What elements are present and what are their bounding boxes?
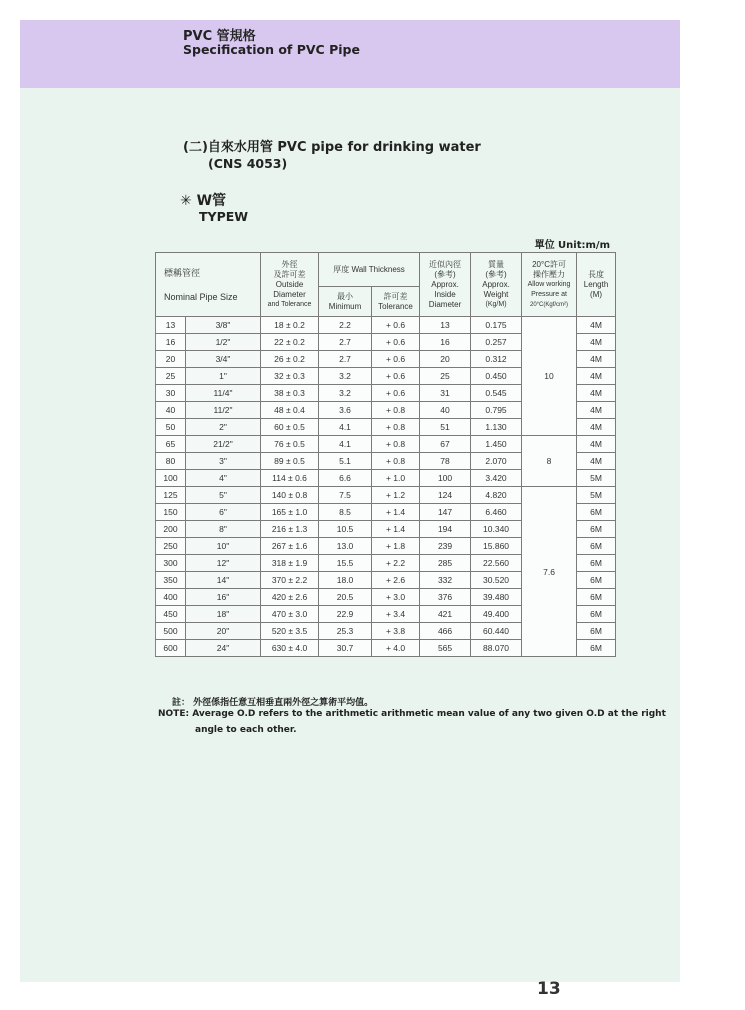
section-standard: (CNS 4053) [208, 156, 288, 171]
cell-weight: 1.450 [471, 436, 522, 453]
cell-inside-diameter: 332 [420, 572, 471, 589]
cell-weight: 60.440 [471, 623, 522, 640]
cell-wall-tolerance: + 0.8 [372, 453, 420, 470]
cell-size-mm: 50 [156, 419, 186, 436]
cell-weight: 0.175 [471, 317, 522, 334]
cell-wall-min: 3.6 [319, 402, 372, 419]
cell-inside-diameter: 194 [420, 521, 471, 538]
cell-weight: 0.795 [471, 402, 522, 419]
cell-wall-tolerance: + 0.8 [372, 419, 420, 436]
cell-wall-tolerance: + 1.0 [372, 470, 420, 487]
cell-weight: 88.070 [471, 640, 522, 657]
cell-size-inch: 1/2" [186, 334, 261, 351]
cell-outside-diameter: 630 ± 4.0 [261, 640, 319, 657]
cell-wall-min: 2.7 [319, 334, 372, 351]
cell-wall-tolerance: + 4.0 [372, 640, 420, 657]
header-weight [471, 253, 522, 317]
header-id-en3: Diameter [428, 299, 462, 309]
cell-outside-diameter: 32 ± 0.3 [261, 368, 319, 385]
cell-length: 6M [577, 555, 616, 572]
cell-outside-diameter: 26 ± 0.2 [261, 351, 319, 368]
header-od-en3: and Tolerance [267, 300, 312, 308]
cell-size-inch: 10" [186, 538, 261, 555]
cell-weight: 0.312 [471, 351, 522, 368]
header-title-en: Specification of PVC Pipe [183, 42, 360, 57]
cell-wall-min: 2.2 [319, 317, 372, 334]
cell-outside-diameter: 48 ± 0.4 [261, 402, 319, 419]
header-wall-min-cn: 最小 [337, 291, 354, 301]
cell-outside-diameter: 76 ± 0.5 [261, 436, 319, 453]
cell-weight: 39.480 [471, 589, 522, 606]
cell-size-inch: 24" [186, 640, 261, 657]
cell-wall-min: 6.6 [319, 470, 372, 487]
header-wt-cn2: (參考) [485, 269, 507, 279]
cell-wall-tolerance: + 2.6 [372, 572, 420, 589]
cell-outside-diameter: 420 ± 2.6 [261, 589, 319, 606]
cell-weight: 0.257 [471, 334, 522, 351]
header-od-en1: Outside [275, 279, 304, 289]
cell-wall-tolerance: + 1.8 [372, 538, 420, 555]
header-wall: 厚度 Wall Thickness [319, 253, 420, 287]
header-wt-cn1: 質量 [488, 259, 505, 269]
cell-weight: 1.130 [471, 419, 522, 436]
header-wt-en1: Approx. [482, 279, 510, 289]
note-en-line1: NOTE: Average O.D refers to the arithmetic arithmetic mean value of any two given O.D at the right [158, 709, 666, 719]
header-od-cn1: 外徑 [281, 259, 298, 269]
cell-length: 6M [577, 538, 616, 555]
cell-weight: 0.450 [471, 368, 522, 385]
header-pr-en1: Allow working [527, 280, 571, 288]
header-title-cn: PVC 管規格 [183, 29, 256, 44]
cell-weight: 4.820 [471, 487, 522, 504]
header-pr-en2: Pressure at [531, 290, 567, 298]
cell-wall-min: 4.1 [319, 436, 372, 453]
note-en-line2: angle to each other. [195, 725, 297, 735]
cell-length: 5M [577, 487, 616, 504]
cell-wall-min: 4.1 [319, 419, 372, 436]
note-cn: 註： 外徑係指任意互相垂直兩外徑之算術平均值。 [172, 698, 374, 708]
cell-size-inch: 1" [186, 368, 261, 385]
section-type-en: TYPEW [199, 209, 249, 224]
cell-wall-tolerance: + 3.4 [372, 606, 420, 623]
cell-wall-min: 13.0 [319, 538, 372, 555]
spec-table [155, 252, 616, 657]
cell-size-mm: 500 [156, 623, 186, 640]
cell-size-mm: 150 [156, 504, 186, 521]
cell-size-inch: 5" [186, 487, 261, 504]
cell-size-mm: 400 [156, 589, 186, 606]
cell-outside-diameter: 216 ± 1.3 [261, 521, 319, 538]
cell-wall-tolerance: + 0.6 [372, 351, 420, 368]
cell-weight: 15.860 [471, 538, 522, 555]
cell-size-mm: 200 [156, 521, 186, 538]
cell-size-mm: 250 [156, 538, 186, 555]
cell-size-mm: 65 [156, 436, 186, 453]
cell-length: 4M [577, 385, 616, 402]
cell-size-inch: 2" [186, 419, 261, 436]
cell-size-inch: 18" [186, 606, 261, 623]
cell-wall-tolerance: + 0.6 [372, 385, 420, 402]
cell-wall-tolerance: + 0.8 [372, 436, 420, 453]
header-wall-tol-cn: 許可差 [383, 291, 408, 301]
cell-length: 6M [577, 606, 616, 623]
cell-wall-min: 2.7 [319, 351, 372, 368]
cell-size-mm: 600 [156, 640, 186, 657]
cell-wall-tolerance: + 0.8 [372, 402, 420, 419]
section-type-cn: ✳ W管 [180, 193, 227, 209]
cell-inside-diameter: 13 [420, 317, 471, 334]
cell-inside-diameter: 20 [420, 351, 471, 368]
cell-wall-min: 20.5 [319, 589, 372, 606]
cell-inside-diameter: 376 [420, 589, 471, 606]
cell-outside-diameter: 470 ± 3.0 [261, 606, 319, 623]
cell-size-inch: 11/4" [186, 385, 261, 402]
header-inside-diameter [420, 253, 471, 317]
cell-size-inch: 3/8" [186, 317, 261, 334]
cell-size-mm: 100 [156, 470, 186, 487]
cell-inside-diameter: 421 [420, 606, 471, 623]
table-row [156, 487, 616, 504]
cell-outside-diameter: 38 ± 0.3 [261, 385, 319, 402]
cell-size-mm: 13 [156, 317, 186, 334]
cell-inside-diameter: 239 [420, 538, 471, 555]
cell-length: 4M [577, 368, 616, 385]
cell-inside-diameter: 565 [420, 640, 471, 657]
cell-outside-diameter: 370 ± 2.2 [261, 572, 319, 589]
cell-wall-min: 8.5 [319, 504, 372, 521]
header-id-cn1: 近似內徑 [429, 259, 462, 269]
cell-weight: 22.560 [471, 555, 522, 572]
cell-length: 4M [577, 453, 616, 470]
cell-weight: 2.070 [471, 453, 522, 470]
cell-outside-diameter: 520 ± 3.5 [261, 623, 319, 640]
header-nominal-en: Nominal Pipe Size [164, 291, 238, 302]
cell-size-inch: 4" [186, 470, 261, 487]
header-wall-min-en: Minimum [328, 301, 362, 311]
header-length [577, 253, 616, 317]
cell-outside-diameter: 89 ± 0.5 [261, 453, 319, 470]
header-pressure [522, 253, 577, 317]
cell-inside-diameter: 100 [420, 470, 471, 487]
header-id-en2: Inside [434, 289, 456, 299]
page-number: 13 [537, 979, 561, 999]
cell-wall-tolerance: + 1.4 [372, 521, 420, 538]
cell-outside-diameter: 22 ± 0.2 [261, 334, 319, 351]
cell-wall-min: 10.5 [319, 521, 372, 538]
header-nominal [156, 253, 261, 317]
header-len-cn: 長度 [588, 269, 605, 279]
cell-size-mm: 30 [156, 385, 186, 402]
cell-size-mm: 350 [156, 572, 186, 589]
cell-outside-diameter: 140 ± 0.8 [261, 487, 319, 504]
cell-pressure: 7.6 [522, 487, 577, 657]
cell-length: 6M [577, 521, 616, 538]
cell-size-inch: 16" [186, 589, 261, 606]
cell-length: 6M [577, 623, 616, 640]
cell-inside-diameter: 40 [420, 402, 471, 419]
cell-wall-min: 15.5 [319, 555, 372, 572]
cell-length: 5M [577, 470, 616, 487]
cell-size-mm: 80 [156, 453, 186, 470]
cell-inside-diameter: 16 [420, 334, 471, 351]
cell-length: 6M [577, 504, 616, 521]
header-id-en1: Approx. [431, 279, 459, 289]
cell-weight: 49.400 [471, 606, 522, 623]
header-od [261, 253, 319, 317]
cell-inside-diameter: 285 [420, 555, 471, 572]
header-wall-tol-en: Tolerance [378, 301, 413, 311]
cell-wall-min: 30.7 [319, 640, 372, 657]
cell-size-mm: 40 [156, 402, 186, 419]
cell-wall-tolerance: + 1.4 [372, 504, 420, 521]
cell-size-inch: 3/4" [186, 351, 261, 368]
cell-size-mm: 20 [156, 351, 186, 368]
cell-wall-min: 7.5 [319, 487, 372, 504]
cell-length: 4M [577, 436, 616, 453]
cell-length: 4M [577, 351, 616, 368]
cell-inside-diameter: 25 [420, 368, 471, 385]
header-id-cn2: (參考) [434, 269, 456, 279]
header-od-cn2: 及許可差 [273, 269, 306, 279]
cell-wall-min: 3.2 [319, 368, 372, 385]
cell-wall-min: 5.1 [319, 453, 372, 470]
cell-length: 4M [577, 317, 616, 334]
cell-inside-diameter: 147 [420, 504, 471, 521]
cell-outside-diameter: 318 ± 1.9 [261, 555, 319, 572]
cell-length: 4M [577, 334, 616, 351]
cell-size-mm: 16 [156, 334, 186, 351]
cell-length: 6M [577, 572, 616, 589]
cell-inside-diameter: 124 [420, 487, 471, 504]
cell-inside-diameter: 78 [420, 453, 471, 470]
spec-table-body [156, 317, 616, 657]
cell-size-mm: 125 [156, 487, 186, 504]
cell-weight: 10.340 [471, 521, 522, 538]
cell-length: 6M [577, 589, 616, 606]
cell-size-mm: 300 [156, 555, 186, 572]
cell-size-inch: 3" [186, 453, 261, 470]
cell-inside-diameter: 51 [420, 419, 471, 436]
cell-outside-diameter: 267 ± 1.6 [261, 538, 319, 555]
cell-wall-tolerance: + 0.6 [372, 317, 420, 334]
header-len-en1: Length [583, 279, 609, 289]
cell-size-inch: 6" [186, 504, 261, 521]
cell-length: 4M [577, 419, 616, 436]
cell-size-mm: 25 [156, 368, 186, 385]
cell-wall-tolerance: + 1.2 [372, 487, 420, 504]
cell-size-inch: 11/2" [186, 402, 261, 419]
header-wt-en3: (Kg/M) [485, 300, 507, 308]
cell-wall-tolerance: + 3.8 [372, 623, 420, 640]
section-title: (二)自來水用管 PVC pipe for drinking water [183, 140, 481, 155]
cell-size-inch: 8" [186, 521, 261, 538]
cell-outside-diameter: 18 ± 0.2 [261, 317, 319, 334]
cell-weight: 6.460 [471, 504, 522, 521]
header-pr-cn2: 操作壓力 [533, 269, 566, 279]
header-wt-en2: Weight [483, 289, 509, 299]
cell-length: 6M [577, 640, 616, 657]
cell-wall-tolerance: + 3.0 [372, 589, 420, 606]
cell-size-inch: 12" [186, 555, 261, 572]
cell-length: 4M [577, 402, 616, 419]
cell-size-inch: 21/2" [186, 436, 261, 453]
cell-wall-tolerance: + 0.6 [372, 368, 420, 385]
cell-size-inch: 14" [186, 572, 261, 589]
cell-weight: 3.420 [471, 470, 522, 487]
cell-outside-diameter: 165 ± 1.0 [261, 504, 319, 521]
cell-wall-min: 22.9 [319, 606, 372, 623]
unit-label: 單位 Unit:m/m [534, 240, 610, 251]
cell-outside-diameter: 60 ± 0.5 [261, 419, 319, 436]
cell-inside-diameter: 67 [420, 436, 471, 453]
cell-pressure: 10 [522, 317, 577, 436]
header-pr-cn1: 20°C許可 [532, 259, 566, 269]
table-row [156, 317, 616, 334]
cell-wall-tolerance: + 2.2 [372, 555, 420, 572]
cell-inside-diameter: 466 [420, 623, 471, 640]
header-wall-tol [372, 287, 420, 317]
cell-wall-min: 18.0 [319, 572, 372, 589]
cell-outside-diameter: 114 ± 0.6 [261, 470, 319, 487]
header-len-en2: (M) [590, 289, 603, 299]
header-nominal-cn: 標稱管徑 [164, 267, 201, 278]
header-od-en2: Diameter [273, 289, 306, 299]
header-wall-min [319, 287, 372, 317]
cell-size-inch: 20" [186, 623, 261, 640]
cell-weight: 0.545 [471, 385, 522, 402]
cell-wall-min: 25.3 [319, 623, 372, 640]
table-row [156, 436, 616, 453]
cell-wall-tolerance: + 0.6 [372, 334, 420, 351]
header-pr-en3: 20°C(Kgf/cm²) [529, 301, 569, 308]
cell-wall-min: 3.2 [319, 385, 372, 402]
cell-pressure: 8 [522, 436, 577, 487]
cell-size-mm: 450 [156, 606, 186, 623]
cell-inside-diameter: 31 [420, 385, 471, 402]
cell-weight: 30.520 [471, 572, 522, 589]
